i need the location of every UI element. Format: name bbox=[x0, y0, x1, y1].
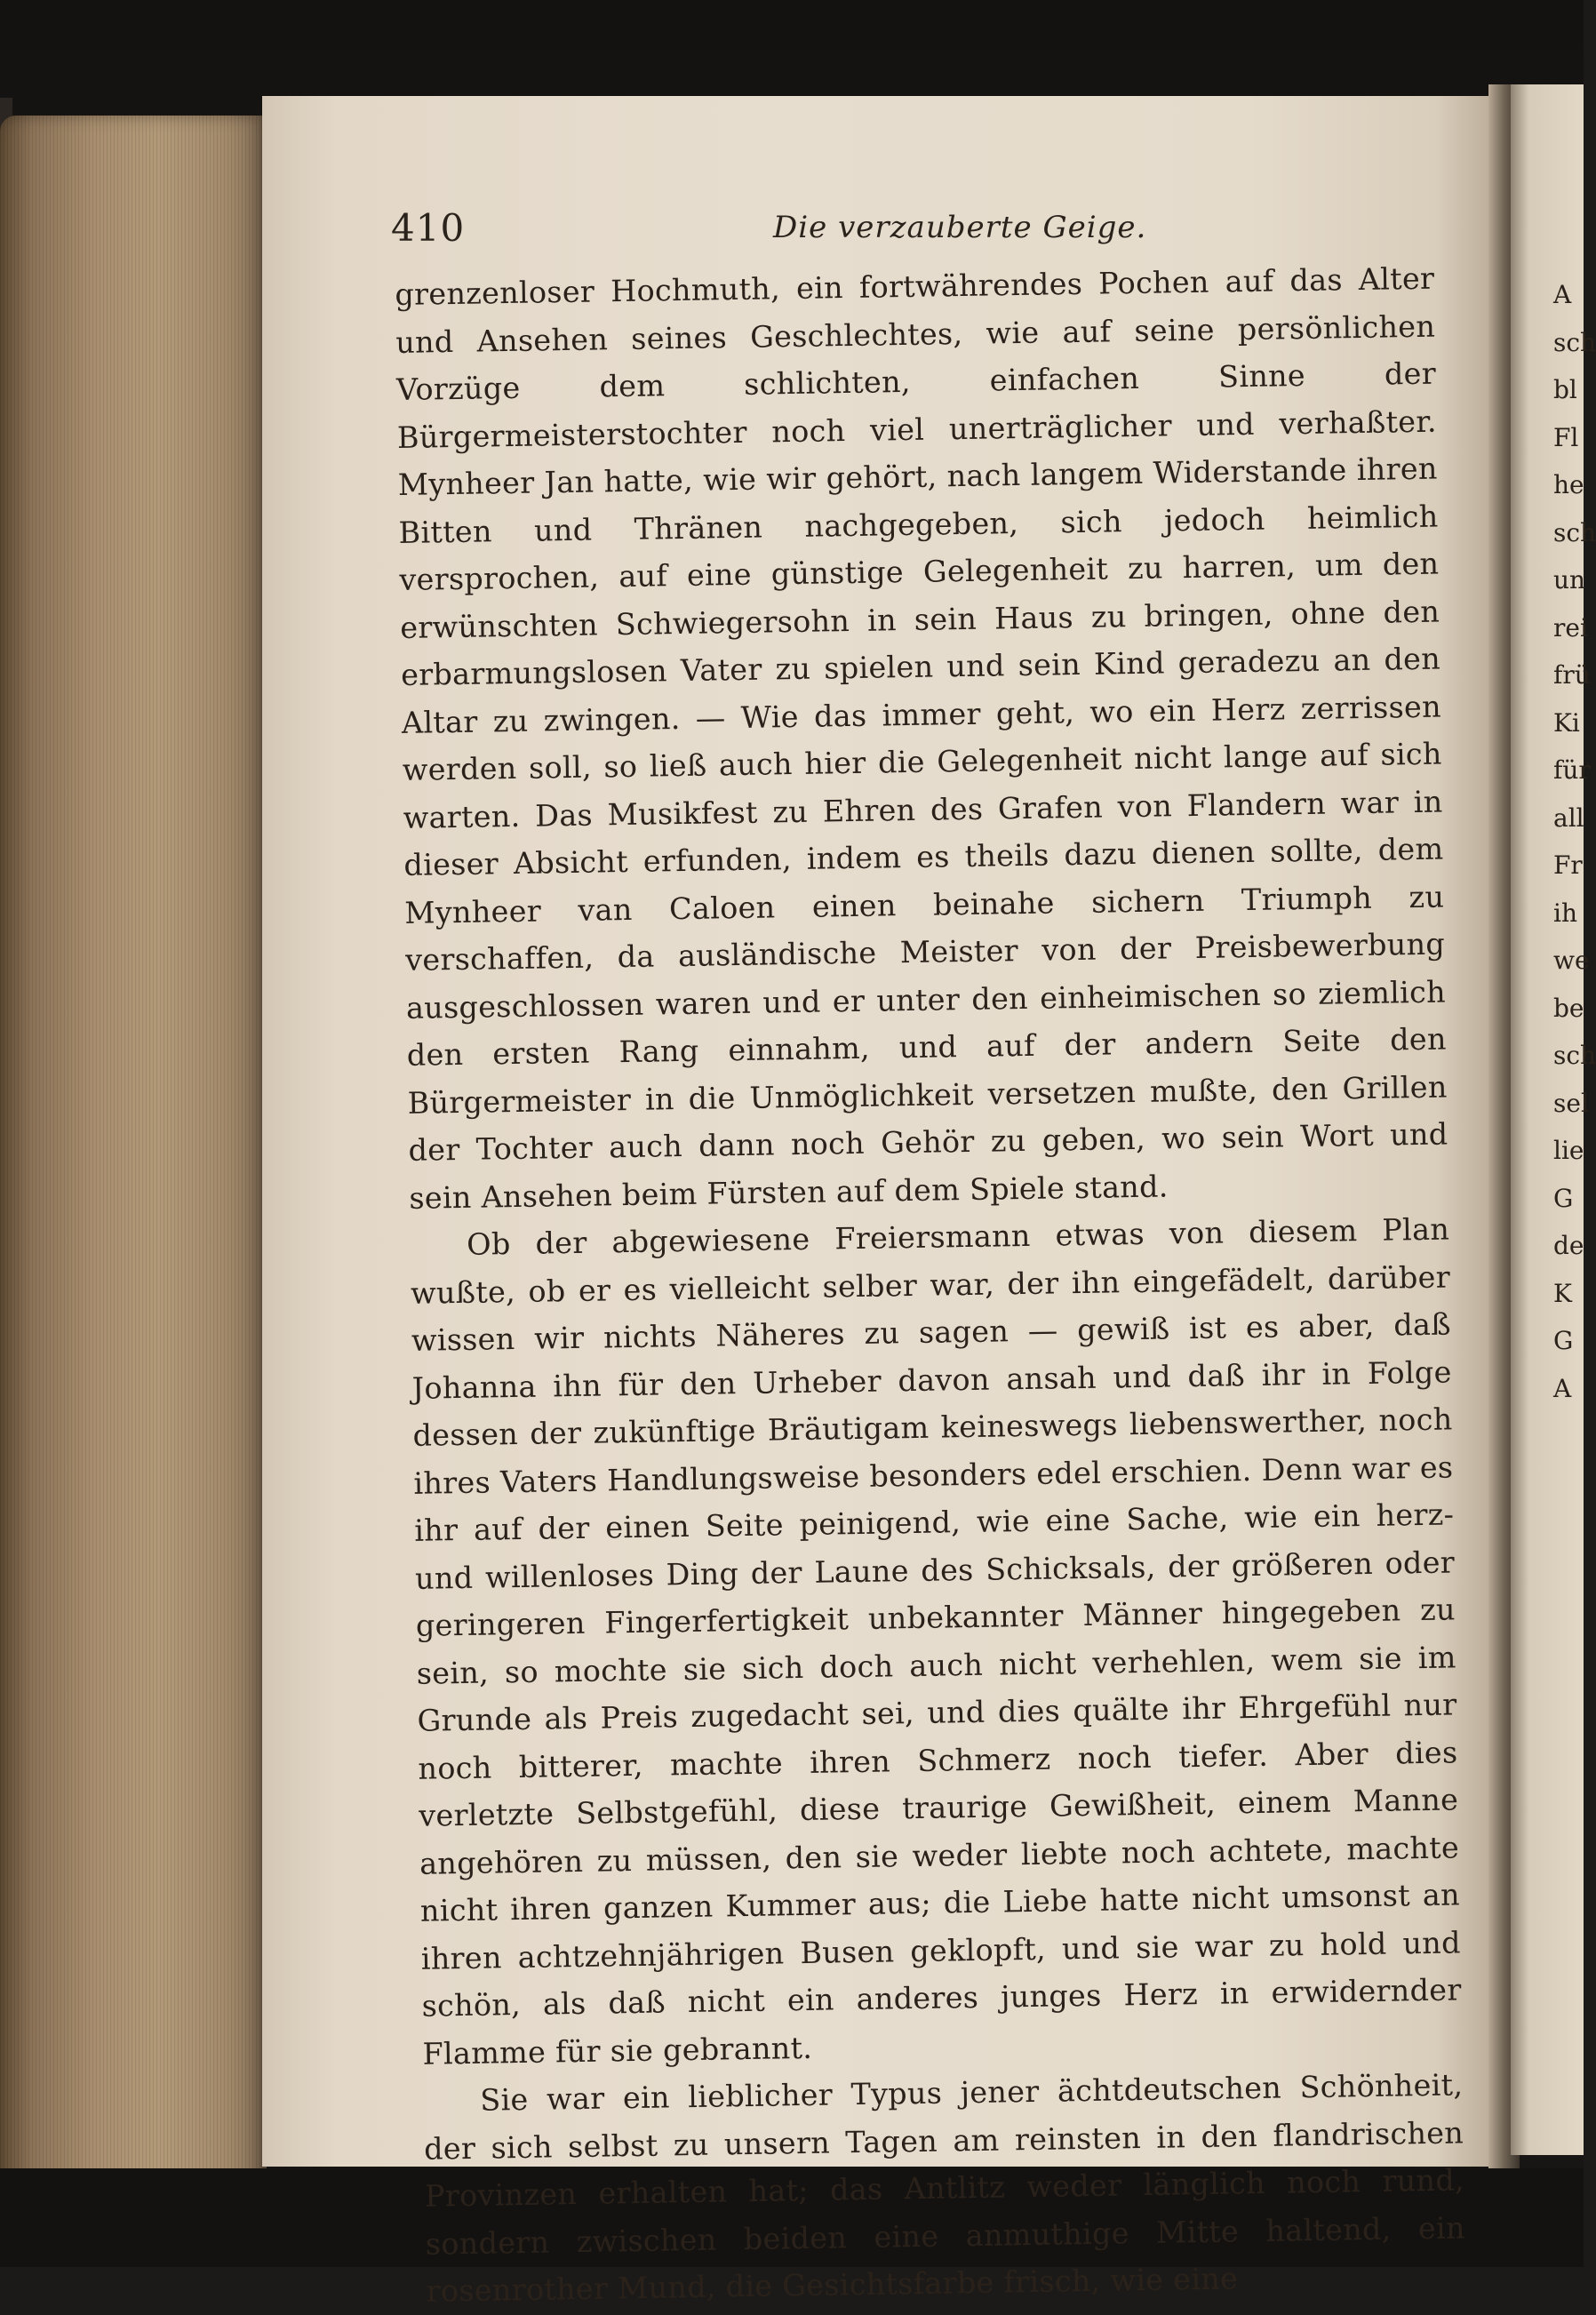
facing-page-line: Fl bbox=[1553, 422, 1579, 452]
paragraph-3: Sie war ein lieblicher Typus jener ächtdeutschen Schönheit, der sich selbst zu unsern Tagen am reinsten in den flandrischen Provinzen erhalten hat; das Antlitz weder länglich noch rund, sondern zwischen beiden eine anmuthige Mitte haltend, ein rosenrother Mund, die Gesichtsfarbe frisch, wie eine bbox=[423, 2067, 1466, 2309]
facing-page-line: sel bbox=[1553, 1088, 1589, 1118]
facing-page-line: G bbox=[1553, 1326, 1574, 1355]
page-stack-edge bbox=[0, 116, 267, 2222]
facing-page-line: lie bbox=[1553, 1136, 1584, 1165]
facing-page-line: Fr bbox=[1553, 850, 1583, 880]
page-number: 410 bbox=[391, 206, 466, 250]
facing-page-line: Ki bbox=[1553, 707, 1580, 738]
body-text bbox=[395, 255, 1466, 2315]
facing-page-line: bl bbox=[1553, 375, 1577, 404]
facing-page-line: A bbox=[1553, 280, 1572, 309]
facing-page-line: be bbox=[1553, 993, 1584, 1023]
facing-page-line: frü bbox=[1553, 660, 1591, 690]
facing-page-line: ih bbox=[1553, 898, 1577, 928]
facing-page-line: all bbox=[1553, 802, 1584, 833]
facing-page-line: sch bbox=[1553, 517, 1596, 547]
chapter-title: Die verzauberte Geige. bbox=[773, 210, 1147, 245]
paragraph-1: grenzenloser Hochmuth, ein fortwährendes Pochen auf das Alter und Ansehen seines Geschlechtes, wie auf seine persönlichen Vorzüge dem schlichten, einfachen Sinne der Bürgermeisterstochter noch viel unerträglicher und verhaßter. Mynheer Jan hatte, wie wir gehört, nach langem Widerstande ihren Bitten und Thränen nachgegeben, sich jedoch heimlich versprochen, auf eine günstige Gelegenheit zu harren, um den erwünschten Schwiegersohn in sein Haus zu bringen, ohne den erbarmungslosen Vater zu spielen und sein Kind geradezu an den Altar zu zwingen. — Wie das immer geht, wo ein Herz zerrissen werden soll, so ließ auch hier die Gelegenheit nicht lange auf sich warten. Das Musikfest zu Ehren des Grafen von Flandern war in dieser Absicht erfunden, indem es theils dazu dienen sollte, dem Mynheer van Caloen einen beinahe sichern Triumph zu verschaffen, da ausländische Meister von der Preisbewerbung ausgeschlossen waren und er unter den einheimischen so ziemlich den ersten Rang einnahm, und auf der andern Seite den Bürgermeister in die Unmöglichkeit versetzen mußte, den Grillen der Tochter auch dann noch Gehör zu geben, wo sein Wort und sein Ansehen beim Fürsten auf dem Spiele stand. bbox=[395, 260, 1448, 1216]
facing-page-text bbox=[1553, 271, 1596, 1412]
facing-page-line: de bbox=[1553, 1231, 1584, 1260]
facing-page-line: sch bbox=[1553, 1041, 1596, 1070]
facing-page-line: sch bbox=[1553, 327, 1596, 357]
running-head bbox=[391, 206, 1422, 259]
facing-page-line: we bbox=[1553, 946, 1590, 975]
facing-page-line: G bbox=[1553, 1183, 1574, 1213]
facing-page-line: he bbox=[1553, 470, 1584, 499]
facing-page-line: rei bbox=[1553, 612, 1588, 643]
facing-page-line: K bbox=[1553, 1278, 1572, 1308]
facing-page-line: für bbox=[1553, 755, 1591, 785]
paragraph-2: Ob der abgewiesene Freiersmann etwas von diesem Plan wußte, ob er es vielleicht selber war, der ihn eingefädelt, darüber wissen wir nichts Näheres zu sagen — gewiß ist es aber, daß Johanna ihn für den Urheber davon ansah und daß ihr in Folge dessen der zukünftige Bräutigam keineswegs liebenswerther, noch ihres Vaters Handlungsweise besonders edel erschien. Denn war es ihr auf der einen Seite peinigend, wie eine Sache, wie ein herz- und willenloses Ding der Laune des Schicksals, der größeren oder geringeren Fingerfertigkeit unbekannter Männer hingegeben zu sein, so mochte sie sich doch auch nicht verhehlen, wem sie im Grunde als Preis zugedacht sei, und dies quälte ihr Ehrgefühl nur noch bitterer, machte ihren Schmerz noch tiefer. Aber dies verletzte Selbstgefühl, diese traurige Gewißheit, einem Manne angehören zu müssen, den sie weder liebte noch achtete, machte nicht ihren ganzen Kummer aus; die Liebe hatte nicht umsonst an ihren achtzehnjährigen Busen geklopft, und sie war zu hold und schön, als daß nicht ein anderes junges Herz in erwidernder Flamme für sie gebrannt. bbox=[410, 1211, 1462, 2072]
facing-page-line: un bbox=[1553, 565, 1586, 595]
facing-page-line: A bbox=[1553, 1373, 1572, 1403]
